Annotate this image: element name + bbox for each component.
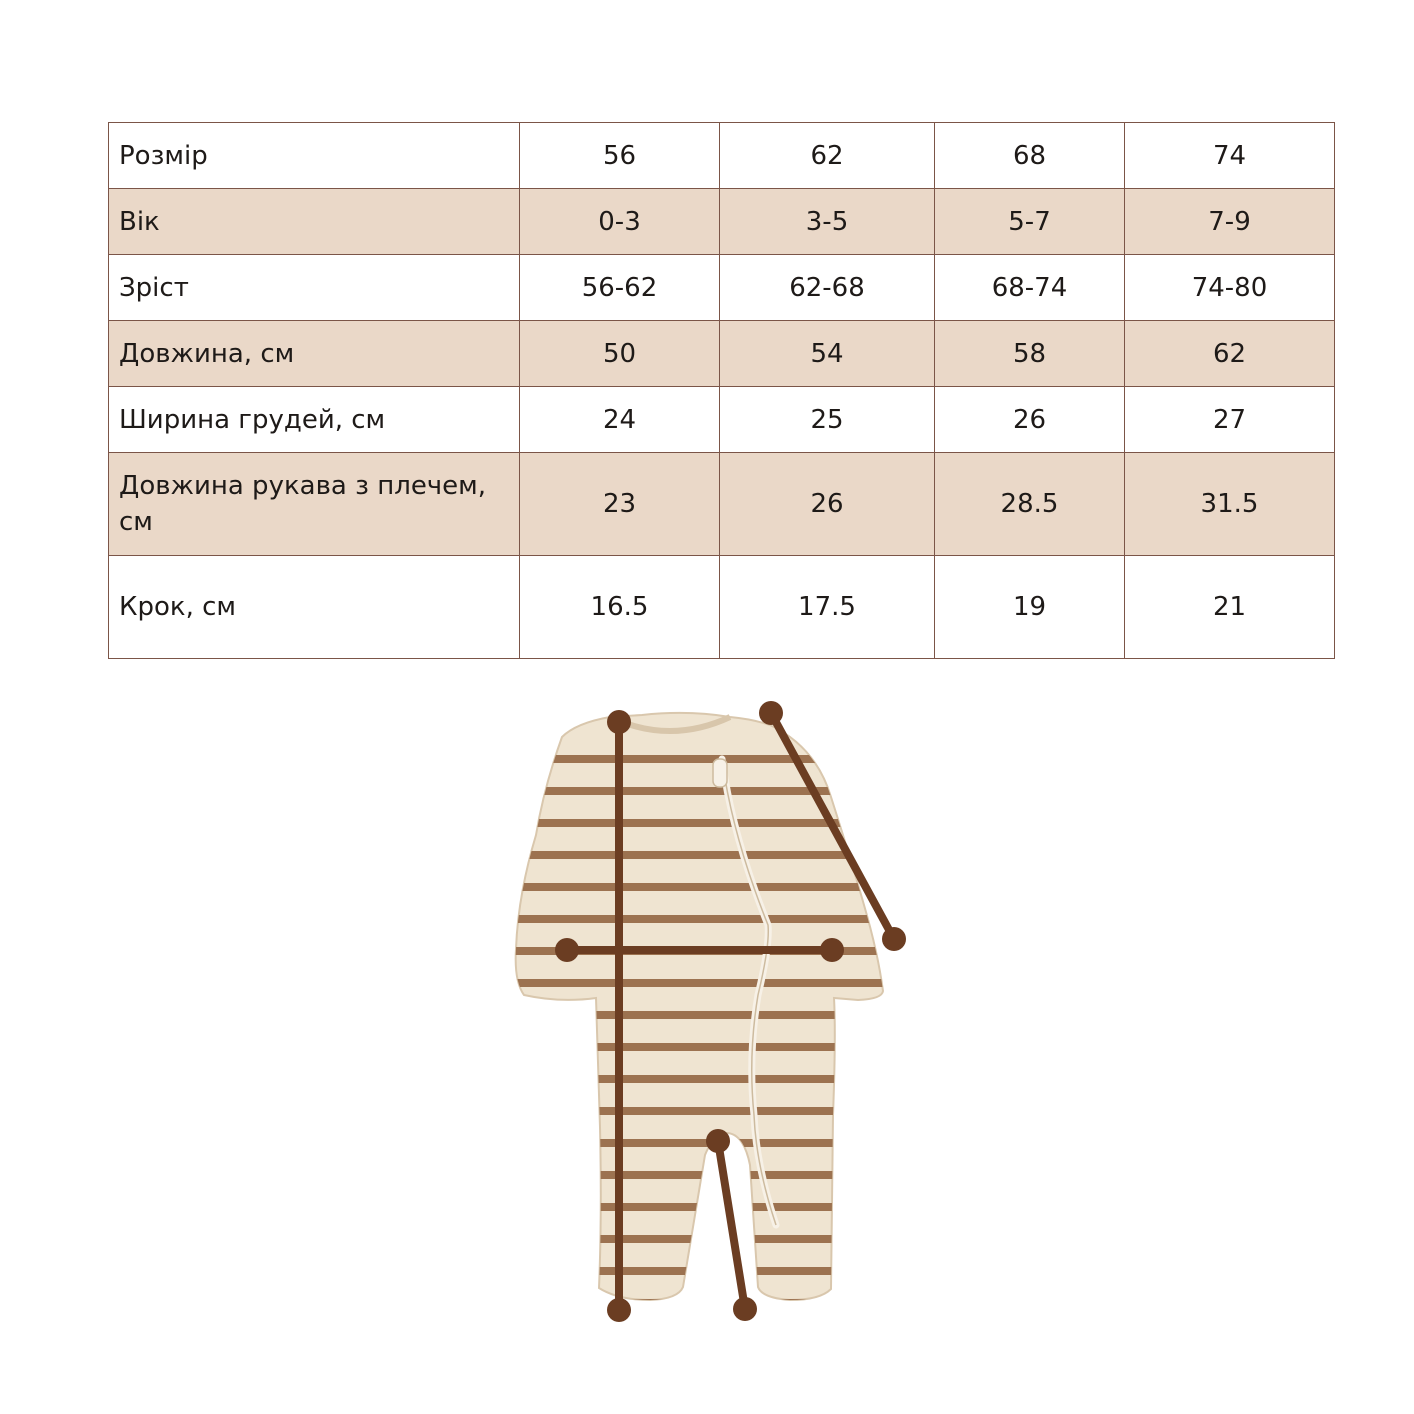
table-cell: 58 (935, 321, 1125, 387)
stripe (500, 1299, 920, 1307)
row-label: Крок, см (109, 556, 520, 659)
table-cell: 21 (1125, 556, 1335, 659)
stripe (500, 1171, 920, 1179)
sleepsuit-illustration (500, 695, 920, 1325)
stripe (500, 1043, 920, 1051)
table-cell: 3-5 (720, 189, 935, 255)
table-row-sleeve-length (109, 453, 1335, 556)
table-row-height (109, 255, 1335, 321)
stripe (500, 883, 920, 891)
table-cell: 68-74 (935, 255, 1125, 321)
stripe (500, 755, 920, 763)
stripe (500, 1107, 920, 1115)
size-chart-table (108, 122, 1335, 659)
table-cell: 56-62 (520, 255, 720, 321)
table-cell: 5-7 (935, 189, 1125, 255)
table-cell: 56 (520, 123, 720, 189)
table-cell: 19 (935, 556, 1125, 659)
table-cell: 54 (720, 321, 935, 387)
stripe (500, 819, 920, 827)
table-row-age (109, 189, 1335, 255)
table-cell: 26 (720, 453, 935, 556)
stripe (500, 1075, 920, 1083)
stripe (500, 787, 920, 795)
stripe (500, 851, 920, 859)
table-cell: 25 (720, 387, 935, 453)
table-row-length (109, 321, 1335, 387)
row-label: Довжина, см (109, 321, 520, 387)
table-cell: 50 (520, 321, 720, 387)
stripe (500, 1203, 920, 1211)
table-cell: 23 (520, 453, 720, 556)
stripe (500, 979, 920, 987)
stripe (500, 1267, 920, 1275)
row-label: Зріст (109, 255, 520, 321)
garment-body (516, 713, 883, 1300)
table-cell: 26 (935, 387, 1125, 453)
table-cell: 0-3 (520, 189, 720, 255)
row-label: Вік (109, 189, 520, 255)
stripe (500, 1235, 920, 1243)
table-row-chest-width (109, 387, 1335, 453)
table-cell: 24 (520, 387, 720, 453)
row-label: Ширина грудей, см (109, 387, 520, 453)
table-cell: 74 (1125, 123, 1335, 189)
row-label: Розмір (109, 123, 520, 189)
table-cell: 31.5 (1125, 453, 1335, 556)
row-label: Довжина рукава з плечем, см (109, 453, 520, 556)
table-cell: 62-68 (720, 255, 935, 321)
table-cell: 62 (720, 123, 935, 189)
table-cell: 62 (1125, 321, 1335, 387)
table-row-inseam (109, 556, 1335, 659)
stripe (500, 1011, 920, 1019)
table-cell: 7-9 (1125, 189, 1335, 255)
stripe (500, 915, 920, 923)
table-cell: 16.5 (520, 556, 720, 659)
table-cell: 17.5 (720, 556, 935, 659)
table-cell: 74-80 (1125, 255, 1335, 321)
table-cell: 68 (935, 123, 1125, 189)
table-cell: 27 (1125, 387, 1335, 453)
zipper-pull-icon (713, 759, 727, 787)
table-cell: 28.5 (935, 453, 1125, 556)
table-row-size (109, 123, 1335, 189)
